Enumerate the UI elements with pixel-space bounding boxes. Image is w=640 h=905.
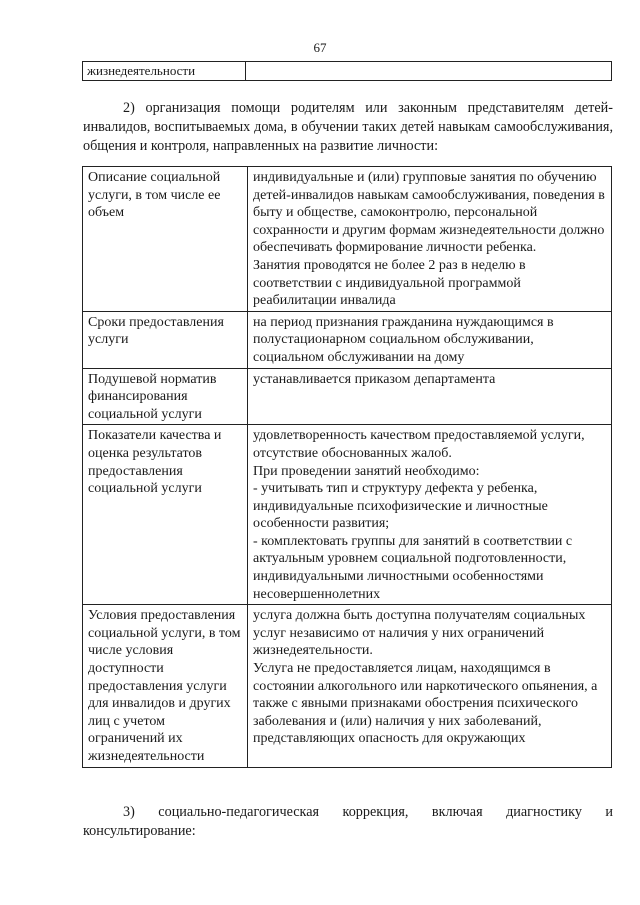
paragraph-line: 3) социально-педагогическая коррекция, включая диагностику и: [123, 804, 613, 820]
service-table: [82, 166, 612, 768]
cell-paragraph: - учитывать тип и структуру дефекта у ребенка, индивидуальные психофизические и личностные особенности развития;: [253, 481, 548, 532]
table-row: [83, 605, 612, 767]
table-cell-value: [248, 425, 612, 605]
cell-paragraph: услуга должна быть доступна получателям социальных услуг независимо от наличия у них ограничений жизнедеятельности.: [253, 608, 586, 659]
table-cell-value: [248, 605, 612, 767]
cell-paragraph: устанавливается приказом департамента: [253, 371, 496, 387]
paragraph-line: консультирование:: [83, 823, 196, 839]
intro-paragraph: [83, 99, 613, 156]
cell-paragraph: При проведении занятий необходимо:: [253, 463, 480, 479]
table-row: [83, 425, 612, 605]
table-cell-label: Описание социальной услуги, в том числе ее объем: [83, 167, 248, 312]
cell-paragraph: - комплектовать группы для занятий в соответствии с актуальным уровнем социальной подготовленности, индивидуальными личностными особенностями несовершеннолетних: [253, 533, 573, 602]
page-number: 67: [313, 40, 327, 55]
table-cell-value: [246, 62, 612, 81]
cell-paragraph: на период признания гражданина нуждающимся в полустационарном социальном обслуживании, социальном обслуживании на дому: [253, 314, 554, 365]
cell-paragraph: удовлетворенность качеством предоставляемой услуги, отсутствие обоснованных жалоб.: [253, 428, 585, 461]
table-cell-value: [248, 167, 612, 312]
table-cell-value: [248, 311, 612, 368]
outro-paragraph: [83, 803, 613, 841]
cell-paragraph: Занятия проводятся не более 2 раз в неделю в соответствии с индивидуальной программой реабилитации инвалида: [253, 257, 526, 309]
table-cell-label: Подушевой норматив финансирования социальной услуги: [83, 368, 248, 425]
table-row: [83, 311, 612, 368]
table-row: [83, 167, 612, 312]
table-cell-label: Сроки предоставления услуги: [83, 311, 248, 368]
table-row: [83, 62, 612, 81]
table-row: [83, 368, 612, 425]
table-cell-label: Показатели качества и оценка результатов предоставления социальной услуги: [83, 425, 248, 605]
cell-paragraph: Услуга не предоставляется лицам, находящимся в состоянии алкогольного или наркотического опьянения, а также с явными признаками обострения психического заболевания и (или) наличия у них заболеваний, представляющих опасность для окружающих: [253, 661, 598, 747]
cell-paragraph: индивидуальные и (или) групповые занятия по обучению детей-инвалидов навыкам самообслуживания, поведения в быту и обществе, самоконтролю, персональной сохранности и другим формам жизнедеятельности должно обеспечивать формирование личности ребенка.: [253, 170, 605, 256]
continuation-table-row: [82, 61, 612, 81]
table-cell-value: [248, 368, 612, 425]
table-cell-label: Условия предоставления социальной услуги, в том числе условия доступности предоставления услуги для инвалидов и других лиц с учетом ограничений их жизнедеятельности: [83, 605, 248, 767]
table-cell-label: жизнедеятельности: [83, 62, 246, 81]
paragraph-text: 2) организация помощи родителям или законным представителям детей-инвалидов, воспитываемых дома, в обучении таких детей навыкам самообслуживания, общения и контроля, направленных на развитие личности:: [83, 100, 613, 154]
